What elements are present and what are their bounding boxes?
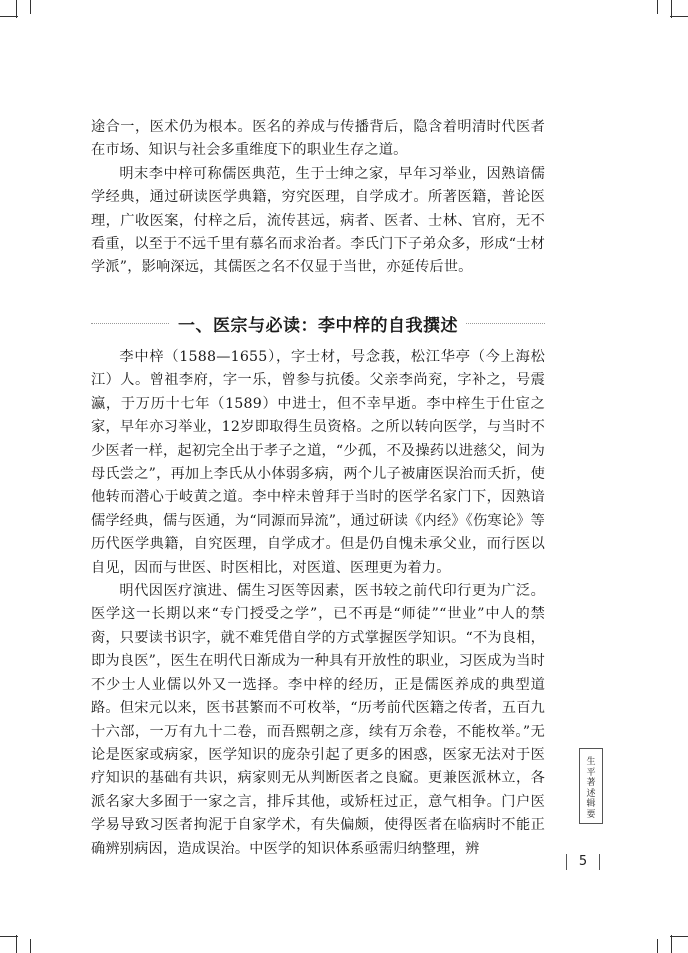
paragraph: 李中梓（1588—1655），字士材，号念莪，松江华亭（今上海松江）人。曾祖李府，字一乐，曾参与抗倭。父亲李尚兖，字补之，号震瀛，于万历十七年（1589）中进士，但不幸早逝。李中梓生于仕宦之家，早年亦习举业，12岁即取得生员资格。之所以转向医学，与当时不少医者一样，起初完全出于孝子之道，“少孤，不及操药以进慈父，间为母氏尝之”，再加上李氏从小体弱多病，两个儿子被庸医误治而夭折，使他转而潜心于岐黄之道。李中梓未曾拜于当时的医学名家门下，因熟谙儒学经典，儒与医通，为“同源而异流”，通过研读《内经》《伤寒论》等历代医学典籍，自究医理，自学成才。但是仍自愧未承父业，而行医以自见，因而与世医、时医相比，对医道、医理更为着力。 [91,349,545,576]
crop-mark-top-left-v [16,0,17,18]
page-number-bar-right [599,854,600,870]
section-title: 一、医宗与必读：李中梓的自我撰述 [170,311,466,336]
paragraph: 明末李中梓可称儒医典范，生于士绅之家，早年习举业，因熟谙儒学经典，通过研读医学典籍，穷究医理，自学成才。所著医籍，普论医理，广收医案，付梓之后，流传甚远，病者、医者、士林、官府，无不看重，以至于不远千里有慕名而求治者。李氏门下子弟众多，形成“士材学派”，影响深远，其儒医之名不仅显于当世，亦延传后世。 [91,165,545,276]
chapter-side-tab [579,748,603,824]
side-tab-char: 平 [586,767,596,778]
section-heading [91,310,545,336]
body-text-bottom [91,346,545,861]
page-number-box [566,852,600,872]
page-number-bar-left [566,854,567,870]
side-tab-char: 述 [586,788,596,799]
crop-mark-bottom-right-h [670,936,688,937]
crop-mark-top-right-h [670,16,688,17]
crop-mark-top-right-v2 [657,0,658,14]
crop-mark-top-left-v2 [30,0,31,14]
crop-mark-bottom-right-v2 [657,939,658,953]
side-tab-char: 著 [586,778,596,788]
side-tab-char: 要 [586,809,596,820]
crop-mark-bottom-left-v [16,935,17,953]
crop-mark-top-right-v [671,0,672,18]
heading-rule-right [455,323,545,324]
side-tab-char: 生 [586,757,596,767]
paragraph: 途合一，医术仍为根本。医名的养成与传播背后，隐含着明清时代医者在市场、知识与社会多重维度下的职业生存之道。 [91,119,545,159]
crop-mark-bottom-right-v [671,935,672,953]
crop-mark-bottom-left-v2 [30,939,31,953]
heading-rule-left [91,323,181,324]
body-text-top [91,116,545,280]
side-tab-char: 辑 [586,799,596,809]
page-number: 5 [578,854,588,869]
paragraph: 明代因医疗演进、儒生习医等因素，医书较之前代印行更为广泛。医学这一长期以来“专门授受之学”，已不再是“师徒”“世业”中人的禁脔，只要读书识字，就不难凭借自学的方式掌握医学知识。“不为良相，即为良医”，医生在明代日渐成为一种具有开放性的职业，习医成为当时不少士人业儒以外又一选择。李中梓的经历，正是儒医养成的典型道路。但宋元以来，医书甚繁而不可枚举，“历考前代医籍之传者，五百九十六部，一万有九十二卷，而吾熙朝之彦，续有万余卷，不能枚举。”无论是医家或病家，医学知识的庞杂引起了更多的困惑，医家无法对于医疗知识的基础有共识，病家则无从判断医者之良窳。更兼医派林立，各派名家大多囿于一家之言，排斥其他，或矫枉过正，意气相争。门户医学易导致习医者拘泥于自家学术，有失偏颇，使得医者在临病时不能正确辨别病因，造成误治。中医学的知识体系亟需归纳整理，辨 [91,583,545,857]
